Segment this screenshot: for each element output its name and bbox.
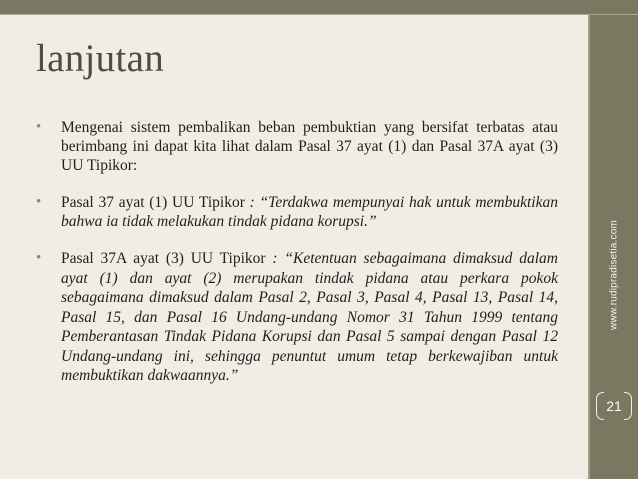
bullet-text: Mengenai sistem pembalikan beban pembuktian yang bersifat terbatas atau berimbang ini dapat kita lihat dalam Pasal 37 ayat (1) dan Pasal 37A ayat (3) UU Tipikor: [61, 119, 558, 174]
bullet-item-3 [34, 249, 558, 386]
bullet-lead: Pasal 37A ayat (3) UU Tipikor [61, 250, 266, 267]
top-band-divider [0, 14, 638, 15]
bullet-list [34, 118, 558, 404]
slide-title: lanjutan [36, 37, 165, 80]
bullet-icon: • [36, 194, 42, 210]
bullet-lead: Pasal 37 ayat (1) UU Tipikor [61, 194, 245, 211]
right-bracket-icon [624, 392, 632, 420]
bullet-quote: : “Terdakwa mempunyai hak untuk membuktikan bahwa ia tidak melakukan tindak pidana korupsi.” [61, 194, 558, 230]
bullet-item-2 [34, 193, 558, 231]
bullet-icon: • [36, 119, 42, 135]
page-number-badge [596, 392, 632, 420]
bullet-icon: • [36, 250, 42, 266]
left-bracket-icon [596, 392, 604, 420]
website-url: www.rudipradisetia.com [608, 220, 620, 330]
page-number: 21 [606, 398, 622, 414]
bullet-quote: : “Ketentuan sebagaimana dimaksud dalam ayat (1) dan ayat (2) merupakan tindak pidana atau perkara pokok sebagaimana dimaksud dalam Pasal 2, Pasal 3, Pasal 4, Pasal 13, Pasal 14, Pasal 15, dan Pasal 16 Undang-undang Nomor 31 Tahun 1999 tentang Pemberantasan Tindak Pidana Korupsi dan Pasal 5 sampai dengan Pasal 12 Undang-undang ini, sehingga penuntut umum tetap berkewajiban untuk membuktikan dakwaannya.” [61, 250, 558, 384]
top-band [0, 0, 638, 14]
bullet-item-1 [34, 118, 558, 175]
